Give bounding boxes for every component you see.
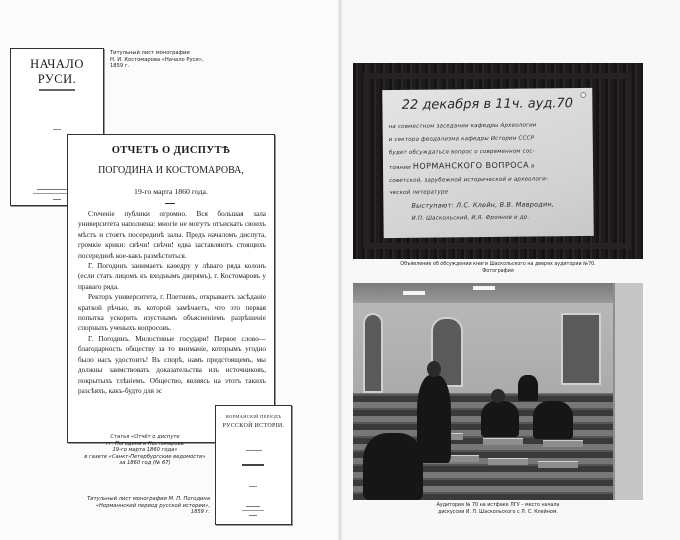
foreground-person xyxy=(363,433,423,500)
rule xyxy=(53,129,61,130)
report-heading: ОТЧЕТЪ О ДИСПУТѢ xyxy=(111,145,231,156)
desk xyxy=(543,440,583,447)
imprint-year xyxy=(249,515,257,516)
book-spine xyxy=(338,0,342,540)
author-line xyxy=(242,464,264,466)
photo-notice-on-door xyxy=(353,63,643,259)
divider xyxy=(165,203,175,204)
imprint-year xyxy=(53,199,61,200)
book-title: РУССКОЙ ИСТОРІИ. xyxy=(222,423,285,429)
standing-person xyxy=(417,375,451,463)
desk xyxy=(483,438,523,445)
person-head xyxy=(491,389,505,403)
photo-auditorium-70 xyxy=(353,283,643,500)
ceiling-light xyxy=(403,291,425,295)
person-head xyxy=(427,361,441,377)
notice-line: ческой литературе xyxy=(389,189,449,197)
paragraph: Ректоръ университета, г. Плетневъ, открываетъ засѣданіе краткой рѣчью, въ которой замѣчаетъ, что это первая попытка ускорить изустнымъ объясненіемъ разрѣшеніе спорныхъ ученыхъ вопросовъ. xyxy=(78,293,266,333)
report-subheading: ПОГОДИНА И КОСТОМАРОВА, xyxy=(98,165,244,176)
pillar xyxy=(613,283,643,500)
title-page-normanskij-period xyxy=(215,405,292,525)
desk xyxy=(538,461,578,468)
caption-photo-auditorium: Аудитория № 70 на истфаке ЛГУ – место начала дискуссии И. П. Шаскольского с Л. С. Клейном. xyxy=(436,503,560,515)
seated-person xyxy=(533,401,573,439)
report-on-dispute xyxy=(67,134,275,443)
caption-photo-notice: Объявление об обсуждении книги Шаскольского на дверях аудитории №70. Фотография xyxy=(400,262,596,274)
notice-line: и сектора феодализма кафедры Истории СССР xyxy=(388,135,535,144)
notice-speakers: Выступают: Л.С. Клейн, В.В. Мавродин, xyxy=(411,200,555,210)
rule xyxy=(246,450,262,451)
window xyxy=(561,313,601,385)
notice-speakers: И.П. Шаскольский, И.Я. Фроянов и др. xyxy=(411,214,530,222)
notice-highlight: НОРМАНСКОГО ВОПРОСА xyxy=(412,160,530,171)
seated-person xyxy=(518,375,538,401)
report-date: 19-го марта 1860 года. xyxy=(134,187,208,196)
imprint-line xyxy=(242,510,264,511)
notice-line: будет обсуждаться вопрос о современном сос- xyxy=(388,148,535,157)
paragraph: Г. Погодинъ. Милостивые государи! Первое слово—благодарность обществу за то вниманіе, которымъ угодно было насъ удостоить! Въ спорѣ, намъ предстоящемъ, мы должны заимствовать доказательства изъ источниковъ, покрытыхъ тлѣніемъ. Общество, являясь на этотъ такихъ разсѣяхъ, какъ-будто для эс xyxy=(78,334,266,395)
report-body xyxy=(78,209,266,396)
caption-pogodin: Титульный лист монографии М. П. Погодина «Норманнский период русской истории», 1859 г. xyxy=(87,496,210,516)
notice-line: на совместном заседании кафедры Археологии xyxy=(388,122,537,131)
notice-line: советской, зарубежной исторической и археологи- xyxy=(389,176,549,185)
author-line xyxy=(39,89,75,91)
imprint-line xyxy=(246,506,260,507)
book-title-top: НОРМАНСКІЙ ПЕРІОДЪ xyxy=(225,414,282,419)
caption-report: Статья «Отчёт о диспуте гг. Погодина и Костомарова 19-го марта 1860 года» в газете «Санкт-Петербургские ведомости» за 1860 год (№ 67) xyxy=(84,434,206,467)
window xyxy=(363,313,383,393)
rule xyxy=(249,486,257,487)
paragraph: Стеченіе публики огромно. Вся большая зала университета наполнена: многіе не могутъ отъискать своихъ мѣстъ и стоятъ посерединѣ залы. Предъ началомъ диспута, громкіе крики: свѣчи! свѣчи! едва заставляютъ стоящихъ посерединѣ кое-какъ размѣститься. xyxy=(78,210,266,260)
desk xyxy=(488,458,528,465)
ceiling-light xyxy=(473,286,495,290)
caption-nachalo-rusi: Титульный лист монографии Н. И. Костомарова «Начало Руси», 1859 г. xyxy=(110,50,204,70)
notice-date: 22 декабря в 11ч. ауд.70 xyxy=(401,96,574,113)
notice-line: тоянии НОРМАНСКОГО ВОПРОСА в xyxy=(389,160,535,172)
handwritten-notice xyxy=(382,88,594,238)
paragraph: Г. Погодинъ занимаетъ каѳедру у лѣваго ряда колонъ (если стать лицомъ къ входнымъ дверямъ), г. Костомаровъ у праваго ряда. xyxy=(78,262,266,291)
book-title: НАЧАЛО РУСИ. xyxy=(30,57,84,86)
seated-person xyxy=(481,401,519,437)
